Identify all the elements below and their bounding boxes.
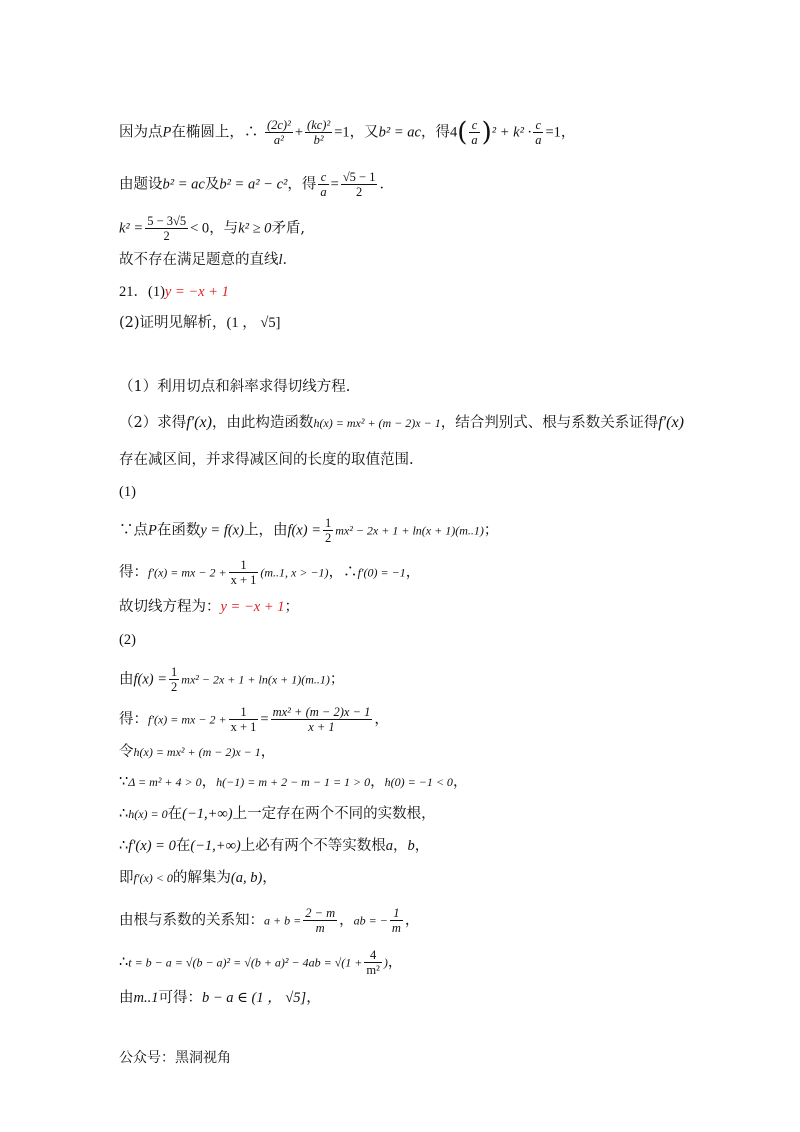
solution-line-eccentricity: 由题设b² = ac及b² = a² − c²，得 $\frac{c}{a}$ = $\frac{√5 - 1}{2}$ ． <box>119 170 394 199</box>
fraction-derivative-combined: $\frac{\text{mx² + (m − 2)x − 1}}{x + 1}$ <box>272 705 371 734</box>
part2-line-interval-length: ∴t = b − a = √(b − a)² = √(b + a)² − 4ab = √(1 + $\frac{4}{\text{m²}}$ )， <box>119 948 403 977</box>
part2-line-roots-a-b: ∴f′(x) = 0在(−1,+∞)上必有两个不等实数根a，b， <box>119 838 430 854</box>
part2-line-function: 由f(x) = $\frac{1}{2}$ mx² − 2x + 1 + ln(x + 1)(m..1)； <box>119 665 345 694</box>
analysis-step-2-cont: 存在减区间，并求得减区间的长度的取值范围. <box>119 452 414 468</box>
fraction-5-minus-3sqrt5-over-2: $\frac{5 - 3√5}{2}$ <box>147 214 187 243</box>
part1-line-derivative: 得：f′(x) = mx − 2 + $\frac{1}{x + 1}$ (m..1, x > −1)，∴f′(0) = −1， <box>119 558 421 587</box>
fraction-c-over-a-2: $\frac{c}{a}$ <box>535 118 542 147</box>
answer-21-part2: (2)证明见解析，(1 ， √5] <box>119 315 281 331</box>
part2-line-discriminant: ∵Δ = m² + 4 > 0，h(−1) = m + 2 − m − 1 = 1 > 0，h(0) = −1 < 0， <box>119 774 468 790</box>
part-2-label: (2) <box>119 632 136 648</box>
part2-line-vieta: 由根与系数的关系知：a + b = $\frac{2 - m}{m}$ ，ab = − $\frac{1}{m}$ ， <box>119 906 420 935</box>
part2-line-solution-set: 即f′(x) < 0的解集为(a, b)， <box>119 870 277 886</box>
part2-line-define-h: 令h(x) = mx² + (m − 2)x − 1， <box>119 744 276 760</box>
part1-line-tangent: 故切线方程为：y = −x + 1； <box>119 599 299 615</box>
fraction-2c-over-a: $\frac{\text{(2c)²}}{\text{a²}}$ <box>266 118 291 147</box>
part1-line-point-on-function: ∵点P在函数y = f(x)上，由f(x) = $\frac{1}{2}$ mx² − 2x + 1 + ln(x + 1)(m..1)； <box>119 516 499 545</box>
fraction-one-half: $\frac{1}{2}$ <box>324 516 332 545</box>
part2-line-derivative: 得：f′(x) = mx − 2 + $\frac{1}{x + 1}$ = $\frac{\text{mx² + (m − 2)x − 1}}{x + 1}$ ， <box>119 705 389 734</box>
part2-line-range: 由m..1可得：b − a ∈ (1 ， √5]， <box>119 990 321 1006</box>
answer-21-part1: 21．(1)y = −x + 1 <box>119 284 229 300</box>
fraction-4-over-m-squared: $\frac{4}{\text{m²}}$ <box>366 948 380 977</box>
fraction-one-half-2: $\frac{1}{2}$ <box>171 665 178 694</box>
solution-line-ellipse-condition: 因为点P在椭圆上，∴ $\frac{\text{(2c)²}}{\text{a²}}$ + $\frac{\text{(kc)²}}{\text{b²}}$ =1，又b² = ac，得4( $\frac{c}{a}$ )² + k² · $\frac{c}{a}$ =1， <box>119 117 576 148</box>
footer-wechat-account: 公众号：黑洞视角 <box>119 1050 231 1066</box>
solution-line-conclusion: 故不存在满足题意的直线l． <box>119 252 298 268</box>
analysis-step-1: （1）利用切点和斜率求得切线方程. <box>119 379 351 395</box>
part-1-label: (1) <box>119 484 136 500</box>
fraction-sqrt5-minus-1-over-2: $\frac{√5 - 1}{2}$ <box>342 170 376 199</box>
fraction-2-minus-m-over-m: $\frac{2 - m}{m}$ <box>305 906 336 935</box>
analysis-step-2: （2）求得f′(x)，由此构造函数h(x) = mx² + (m − 2)x − 1，结合判别式、根与系数关系证得f′(x) <box>119 414 684 431</box>
fraction-1-over-x-plus-1-2: $\frac{1}{x + 1}$ <box>230 705 257 734</box>
fraction-c-over-a: $\frac{c}{a}$ <box>471 118 478 147</box>
fraction-c-over-a-3: $\frac{c}{a}$ <box>320 170 327 199</box>
fraction-kc-over-b: $\frac{\text{(kc)²}}{\text{b²}}$ <box>307 118 331 147</box>
part2-line-two-roots: ∴h(x) = 0在(−1,+∞)上一定存在两个不同的实数根， <box>119 806 436 822</box>
fraction-1-over-x-plus-1: $\frac{1}{x + 1}$ <box>230 558 257 587</box>
solution-line-contradiction: k² = $\frac{5 - 3√5}{2}$ < 0，与k² ≥ 0矛盾, <box>119 214 306 243</box>
fraction-1-over-m: $\frac{1}{m}$ <box>391 906 401 935</box>
